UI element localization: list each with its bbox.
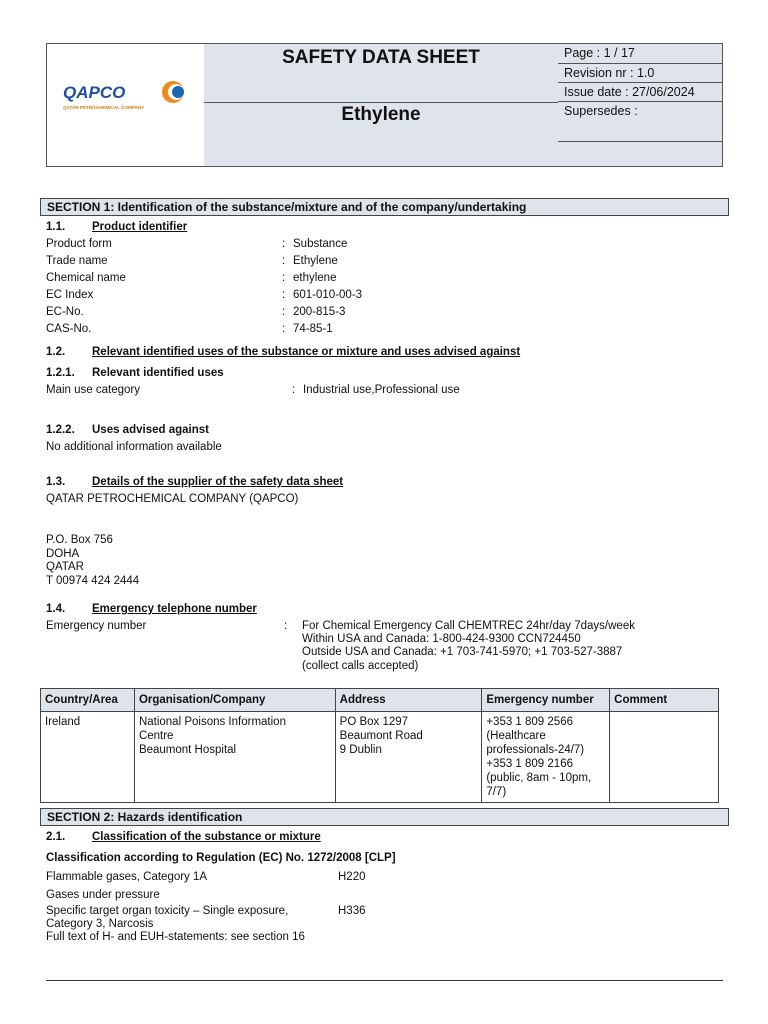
cell-country: Ireland — [41, 712, 135, 803]
identifier-label: EC-No. — [46, 306, 84, 318]
hazard-class: Gases under pressure — [46, 889, 160, 901]
footer-divider — [46, 980, 723, 981]
identifier-value: ethylene — [293, 272, 337, 284]
hazard-code: H220 — [338, 871, 366, 883]
fulltext-note: Full text of H- and EUH-statements: see section 16 — [46, 931, 305, 943]
emergency-label: Emergency number — [46, 620, 147, 632]
subsection-title: Product identifier — [92, 221, 188, 233]
hazard-class: Flammable gases, Category 1A — [46, 871, 208, 883]
logo-text: QAPCO — [63, 83, 126, 102]
meta-empty-row — [558, 142, 722, 166]
subsection-title: Details of the supplier of the safety data sheet — [92, 476, 344, 488]
subsection-title: Uses advised against — [92, 424, 209, 436]
subsection-1-1 — [46, 221, 187, 233]
logo-subtext: QATAR PETROCHEMICAL COMPANY — [63, 105, 145, 110]
emergency-line: Within USA and Canada: 1-800-424-9300 CCN724450 — [302, 633, 581, 645]
subsection-1-2-1 — [46, 367, 224, 379]
subsection-title: Relevant identified uses of the substance or mixture and uses advised against — [92, 346, 521, 358]
subsection-2-1 — [46, 831, 321, 843]
main-use-value: Industrial use,Professional use — [303, 384, 460, 396]
subsection-number: 1.2. — [46, 346, 66, 358]
subsection-number: 2.1. — [46, 831, 66, 843]
document-title: SAFETY DATA SHEET — [204, 44, 558, 103]
subsection-title: Relevant identified uses — [92, 367, 224, 379]
column-header: Comment — [610, 689, 719, 712]
identifier-label: Chemical name — [46, 272, 126, 284]
hazard-class: Category 3, Narcosis — [46, 918, 154, 930]
cell-address: PO Box 1297 Beaumont Road 9 Dublin — [335, 712, 482, 803]
subsection-1-2-2 — [46, 424, 209, 436]
address-line: P.O. Box 756 — [46, 534, 113, 546]
subsection-number: 1.4. — [46, 603, 66, 615]
address-line: QATAR — [46, 561, 84, 573]
supplier-company: QATAR PETROCHEMICAL COMPANY (QAPCO) — [46, 493, 299, 505]
identifier-value: 74-85-1 — [293, 323, 333, 335]
section-1-header: SECTION 1: Identification of the substance/mixture and of the company/undertaking — [40, 198, 729, 216]
subsection-1-3 — [46, 476, 343, 488]
logo-cell — [47, 44, 205, 166]
qapco-logo — [61, 78, 189, 114]
title-cell — [204, 44, 559, 166]
identifier-label: EC Index — [46, 289, 94, 301]
hazard-code: H336 — [338, 905, 366, 917]
identifier-value: Substance — [293, 238, 348, 250]
table-row — [41, 712, 719, 803]
revision-number: Revision nr : 1.0 — [558, 64, 722, 83]
column-header: Country/Area — [41, 689, 135, 712]
identifier-label: CAS-No. — [46, 323, 92, 335]
hazard-class: Specific target organ toxicity – Single exposure, — [46, 905, 289, 917]
cell-emergency-number: +353 1 809 2566 (Healthcare professionals-24/7) +353 1 809 2166 (public, 8am - 10pm, 7/7) — [482, 712, 610, 803]
subsection-number: 1.2.1. — [46, 367, 75, 379]
identifier-value: 200-815-3 — [293, 306, 346, 318]
meta-cell — [558, 44, 722, 166]
supersedes: Supersedes : — [558, 102, 722, 142]
document-header — [46, 43, 723, 167]
issue-date: Issue date : 27/06/2024 — [558, 83, 722, 102]
subsection-1-4 — [46, 603, 257, 615]
uses-advised-against-text: No additional information available — [46, 441, 222, 453]
column-header: Organisation/Company — [134, 689, 335, 712]
emergency-line: For Chemical Emergency Call CHEMTREC 24hr/day 7days/week — [302, 620, 635, 632]
clp-heading: Classification according to Regulation (EC) No. 1272/2008 [CLP] — [46, 852, 396, 864]
subsection-number: 1.3. — [46, 476, 66, 488]
subsection-number: 1.1. — [46, 221, 66, 233]
emergency-line: (collect calls accepted) — [302, 660, 419, 672]
column-header: Address — [335, 689, 482, 712]
subsection-title: Classification of the substance or mixture — [92, 831, 321, 843]
page-number: Page : 1 / 17 — [558, 44, 722, 64]
identifier-value: 601-010-00-3 — [293, 289, 363, 301]
subsection-1-2 — [46, 346, 520, 358]
identifier-label: Trade name — [46, 255, 108, 267]
main-use-label: Main use category — [46, 384, 140, 396]
identifier-value: Ethylene — [293, 255, 338, 267]
address-line: DOHA — [46, 548, 80, 560]
table-header-row — [41, 689, 719, 712]
emergency-line: Outside USA and Canada: +1 703-741-5970; +1 703-527-3887 — [302, 646, 623, 658]
subsection-number: 1.2.2. — [46, 424, 75, 436]
product-name: Ethylene — [341, 104, 421, 125]
identifier-label: Product form — [46, 238, 112, 250]
section-2-header: SECTION 2: Hazards identification — [40, 808, 729, 826]
address-line: T 00974 424 2444 — [46, 575, 140, 587]
column-header: Emergency number — [482, 689, 610, 712]
subsection-title: Emergency telephone number — [92, 603, 257, 615]
cell-comment — [610, 712, 719, 803]
emergency-contacts-table — [40, 688, 719, 803]
cell-organisation: National Poisons Information Centre Beaumont Hospital — [134, 712, 335, 803]
